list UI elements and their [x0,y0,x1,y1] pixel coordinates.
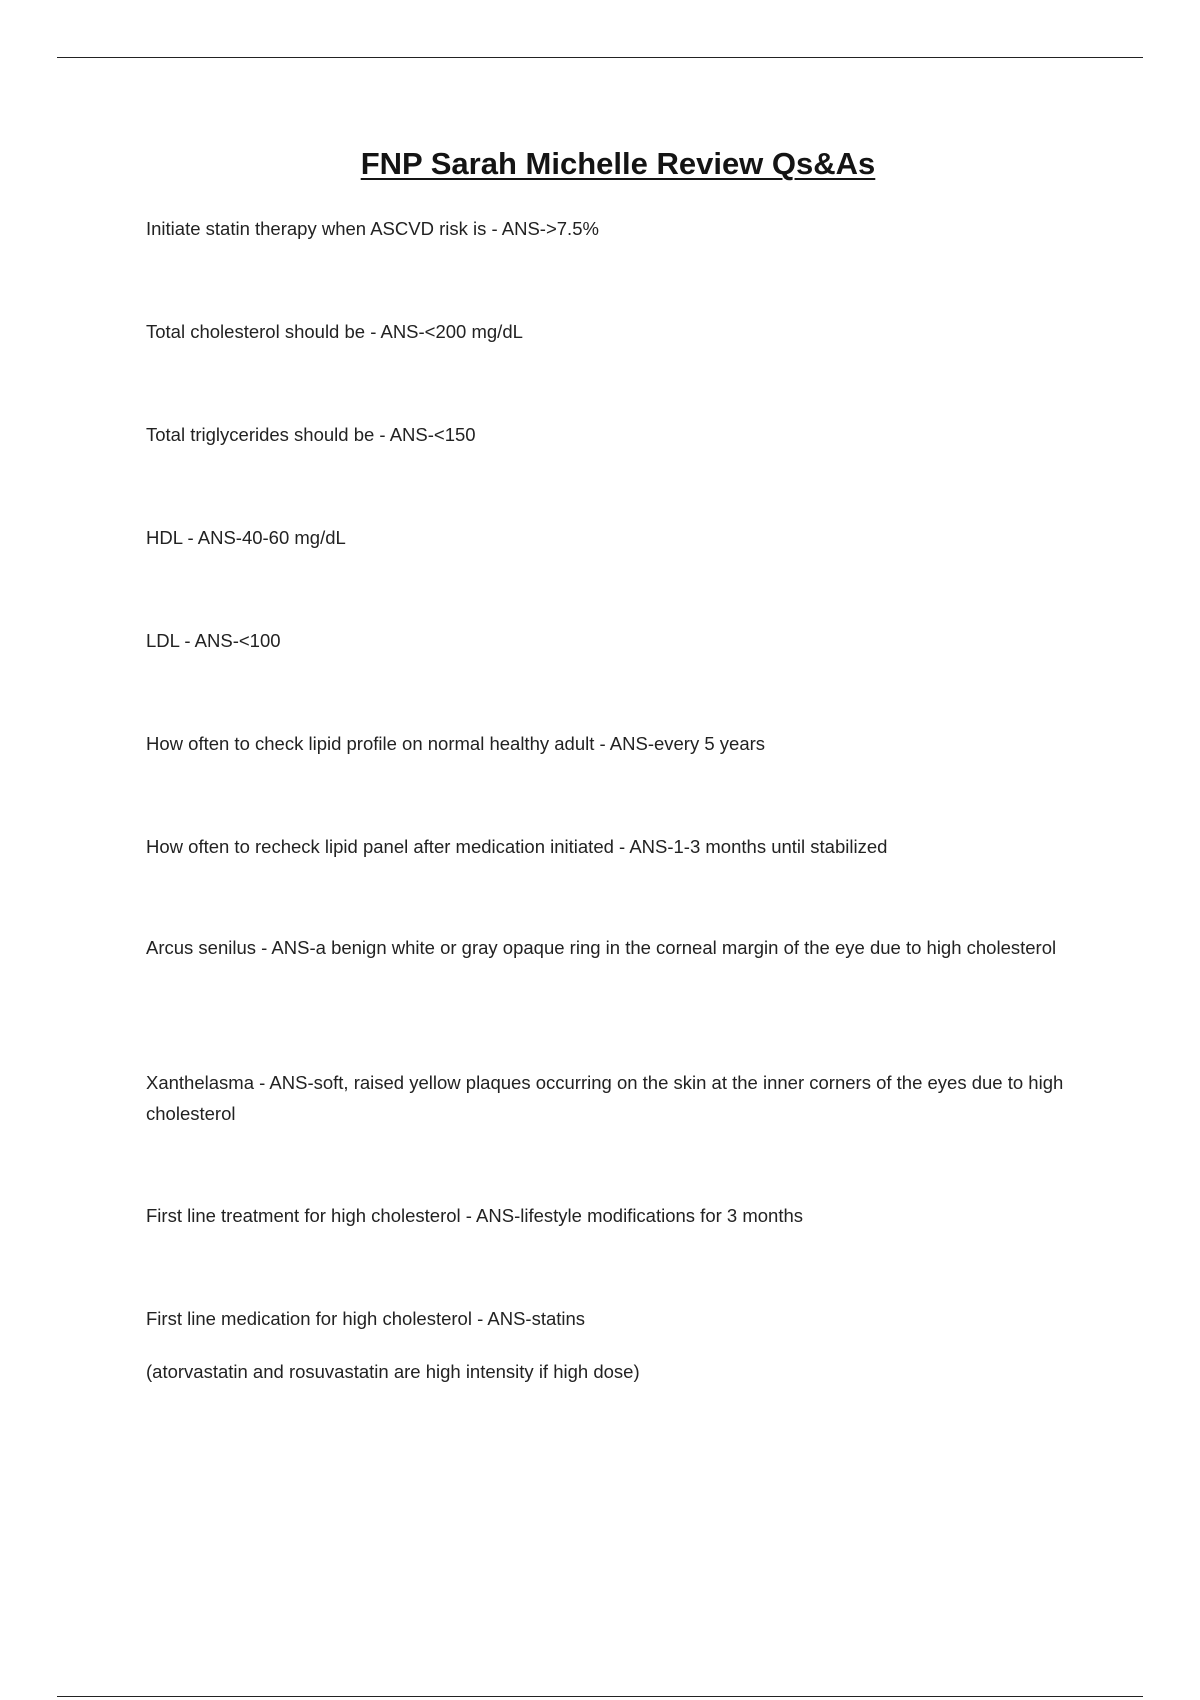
footer-rule [57,1696,1143,1697]
qa-item: HDL - ANS-40-60 mg/dL [146,527,346,548]
qa-note: (atorvastatin and rosuvastatin are high intensity if high dose) [146,1361,640,1382]
document-title: FNP Sarah Michelle Review Qs&As [360,146,876,181]
header-rule [57,57,1143,58]
qa-item: Arcus senilus - ANS-a benign white or gray opaque ring in the corneal margin of the eye due to high cholesterol [146,937,1057,958]
qa-item: First line treatment for high cholesterol - ANS-lifestyle modifications for 3 months [146,1205,804,1226]
qa-item: Total triglycerides should be - ANS-<150 [146,424,476,445]
qa-item: How often to check lipid profile on normal healthy adult - ANS-every 5 years [146,733,766,754]
qa-item: Initiate statin therapy when ASCVD risk is - ANS->7.5% [146,218,599,239]
qa-item: Total cholesterol should be - ANS-<200 mg/dL [146,321,523,342]
qa-item: LDL - ANS-<100 [146,630,281,651]
qa-item: How often to recheck lipid panel after medication initiated - ANS-1-3 months until stabilized [146,836,888,857]
qa-item: First line medication for high cholesterol - ANS-statins [146,1308,586,1329]
qa-item: Xanthelasma - ANS-soft, raised yellow plaques occurring on the skin at the inner corners of the eyes due to high cholesterol [146,1072,1064,1124]
